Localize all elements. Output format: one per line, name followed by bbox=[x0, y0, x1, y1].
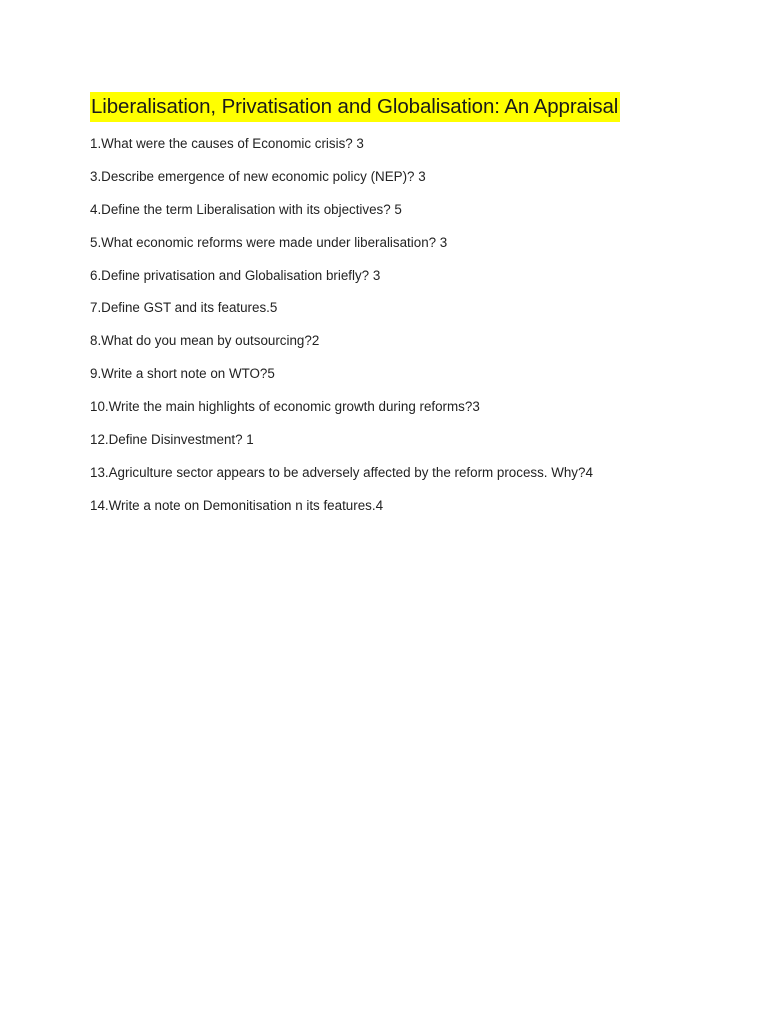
list-item: 4.Define the term Liberalisation with its objectives? 5 bbox=[90, 201, 402, 217]
list-item: 5.What economic reforms were made under liberalisation? 3 bbox=[90, 234, 448, 250]
list-item: 10.Write the main highlights of economic growth during reforms?3 bbox=[90, 399, 480, 415]
list-item: 14.Write a note on Demonitisation n its features.4 bbox=[90, 497, 384, 513]
list-item: 12.Define Disinvestment? 1 bbox=[90, 432, 254, 448]
list-item: 13.Agriculture sector appears to be adversely affected by the reform process. Why?4 bbox=[90, 464, 593, 480]
question-list bbox=[90, 134, 730, 529]
list-item: 3.Describe emergence of new economic policy (NEP)? 3 bbox=[90, 168, 426, 184]
list-item: 8.What do you mean by outsourcing?2 bbox=[90, 333, 320, 349]
document-title: Liberalisation, Privatisation and Globalisation: An Appraisal bbox=[90, 92, 620, 122]
list-item: 7.Define GST and its features.5 bbox=[90, 300, 278, 316]
list-item: 6.Define privatisation and Globalisation briefly? 3 bbox=[90, 267, 381, 283]
title-container bbox=[90, 92, 620, 122]
list-item: 9.Write a short note on WTO?5 bbox=[90, 366, 275, 382]
list-item: 1.What were the causes of Economic crisis? 3 bbox=[90, 136, 364, 151]
